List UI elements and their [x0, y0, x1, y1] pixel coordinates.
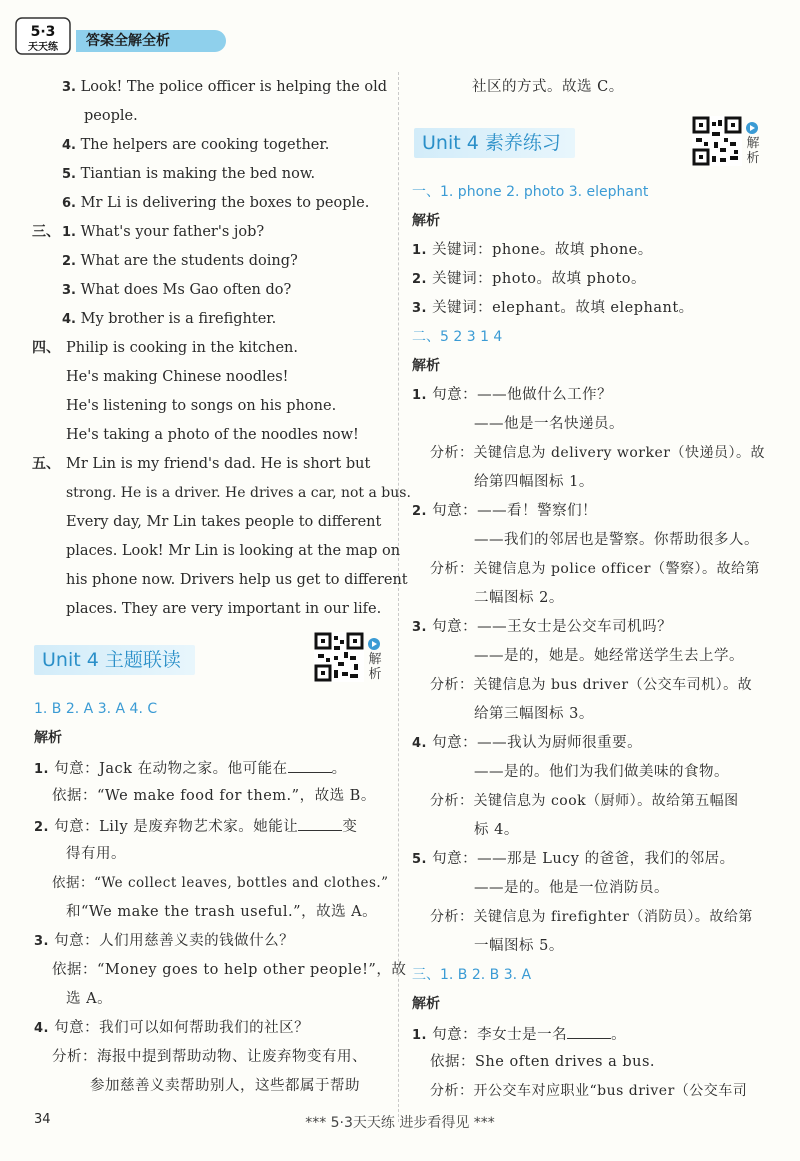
list-item-line: 得有用。 — [66, 846, 126, 862]
list-item-line: 给第四幅图标 1。 — [474, 474, 594, 490]
answers-line: 二、5 2 3 1 4 — [412, 329, 503, 345]
list-item: 3. 关键词：elephant。故填 elephant。 — [412, 300, 694, 316]
list-item-line: 分析：开公交车对应职业“bus driver（公交车司 — [430, 1083, 748, 1099]
qr-code-icon[interactable] — [314, 632, 364, 682]
list-item: 1. 句意：Jack 在动物之家。他可能在 。 — [34, 758, 347, 779]
list-item: 1. 关键词：phone。故填 phone。 — [412, 242, 653, 258]
paragraph-line: strong. He is a driver. He drives a car, not a bus. — [66, 485, 411, 501]
paragraph-line: Mr Lin is my friend's dad. He is short but — [66, 456, 371, 472]
list-item-line: 二幅图标 2。 — [474, 590, 564, 606]
list-item-line: 依据：“We collect leaves, bottles and clothes.” — [52, 875, 389, 891]
answers-line: 一、1. phone 2. photo 3. elephant — [412, 184, 649, 200]
list-item: 5. 句意：——那是 Lucy 的爸爸，我们的邻居。 — [412, 851, 735, 867]
list-item-line: 标 4。 — [474, 822, 519, 838]
paragraph-line: places. Look! Mr Lin is looking at the map on — [66, 543, 401, 559]
section-heading: 解析 — [412, 996, 440, 1012]
list-item-line: ——是的。他们为我们做美味的食物。 — [474, 764, 729, 780]
list-item: 4. 句意：我们可以如何帮助我们的社区？ — [34, 1020, 310, 1036]
list-item: He's taking a photo of the noodles now! — [66, 427, 359, 443]
paragraph-line: his phone now. Drivers help us get to different — [66, 572, 408, 588]
list-item-line: 依据：“Money goes to help other people!”，故 — [52, 962, 407, 978]
section-label: 五、 — [32, 456, 60, 472]
list-item: 4. My brother is a firefighter. — [62, 311, 277, 327]
section-label: 三、 — [32, 224, 60, 240]
list-item: 3. What does Ms Gao often do? — [62, 282, 292, 298]
list-item: 3. Look! The police officer is helping the old — [62, 79, 388, 95]
header-tag: 答案全解全析 — [76, 30, 226, 52]
qr-label: 解析 — [746, 136, 760, 166]
list-item: 2. 句意：Lily 是废弃物艺术家。她能让 变 — [34, 816, 357, 837]
list-item-line: 分析：关键信息为 cook（厨师）。故给第五幅图 — [430, 793, 739, 809]
list-item: Philip is cooking in the kitchen. — [66, 340, 298, 356]
list-item: 4. The helpers are cooking together. — [62, 137, 330, 153]
list-item-line: 分析：海报中提到帮助动物、让废弃物变有用、 — [52, 1049, 367, 1065]
play-icon[interactable] — [368, 638, 380, 650]
footer-slogan: *** 5·3天天练 进步看得见 *** — [305, 1115, 495, 1131]
list-item: 1. 句意：——他做什么工作？ — [412, 387, 613, 403]
answers-line: 三、1. B 2. B 3. A — [412, 967, 532, 983]
list-item: people. — [84, 108, 138, 124]
list-item-line: ——是的，她是。她经常送学生去上学。 — [474, 648, 744, 664]
section-heading: 解析 — [412, 213, 440, 229]
paragraph-line: places. They are very important in our life. — [66, 601, 382, 617]
svg-text:天天练: 天天练 — [28, 42, 58, 53]
section-heading: 解析 — [34, 730, 62, 746]
list-item-line: 分析：关键信息为 firefighter（消防员）。故给第 — [430, 909, 753, 925]
list-item-line: ——我们的邻居也是警察。你帮助很多人。 — [474, 532, 759, 548]
section-label: 四、 — [32, 340, 60, 356]
unit-title: Unit 4 主题联读 — [34, 645, 195, 675]
paragraph-line: Every day, Mr Lin takes people to different — [66, 514, 382, 530]
list-item-line: 分析：关键信息为 bus driver（公交车司机）。故 — [430, 677, 753, 693]
continued-line: 社区的方式。故选 C。 — [472, 79, 624, 95]
unit-title: Unit 4 素养练习 — [414, 128, 575, 158]
list-item: 2. 关键词：photo。故填 photo。 — [412, 271, 647, 287]
list-item-line: 给第三幅图标 3。 — [474, 706, 594, 722]
list-item-line: 一幅图标 5。 — [474, 938, 564, 954]
section-heading: 解析 — [412, 358, 440, 374]
brand-logo — [14, 14, 74, 58]
list-item: 3. 句意：——王女士是公交车司机吗？ — [412, 619, 673, 635]
list-item: 1. 句意：李女士是一名 。 — [412, 1024, 626, 1045]
list-item-line: ——是的。他是一位消防员。 — [474, 880, 669, 896]
qr-code-icon[interactable] — [692, 116, 742, 166]
list-item: 5. Tiantian is making the bed now. — [62, 166, 316, 182]
list-item: 2. 句意：——看！警察们！ — [412, 503, 598, 519]
list-item: He's listening to songs on his phone. — [66, 398, 337, 414]
list-item: 3. 句意：人们用慈善义卖的钱做什么？ — [34, 933, 295, 949]
list-item-line: 依据：“We make food for them.”，故选 B。 — [52, 788, 376, 804]
play-icon[interactable] — [746, 122, 758, 134]
qr-label: 解析 — [368, 652, 382, 682]
list-item: He's making Chinese noodles! — [66, 369, 289, 385]
list-item-line: 和“We make the trash useful.”，故选 A。 — [66, 904, 378, 920]
list-item-line: 分析：关键信息为 delivery worker（快递员）。故 — [430, 445, 765, 461]
list-item: 2. What are the students doing? — [62, 253, 298, 269]
list-item-line: 依据：She often drives a bus. — [430, 1054, 656, 1070]
page-number: 34 — [34, 1112, 51, 1127]
list-item-line: ——他是一名快递员。 — [474, 416, 624, 432]
list-item: 6. Mr Li is delivering the boxes to people. — [62, 195, 370, 211]
list-item-line: 分析：关键信息为 police officer（警察）。故给第 — [430, 561, 760, 577]
answers: 1. B 2. A 3. A 4. C — [34, 701, 158, 717]
svg-text:5·3: 5·3 — [30, 24, 56, 40]
list-item: 1. What's your father's job? — [62, 224, 265, 240]
list-item-line: 参加慈善义卖帮助别人，这些都属于帮助 — [90, 1078, 360, 1094]
list-item-line: 选 A。 — [66, 991, 113, 1007]
list-item: 4. 句意：——我认为厨师很重要。 — [412, 735, 643, 751]
